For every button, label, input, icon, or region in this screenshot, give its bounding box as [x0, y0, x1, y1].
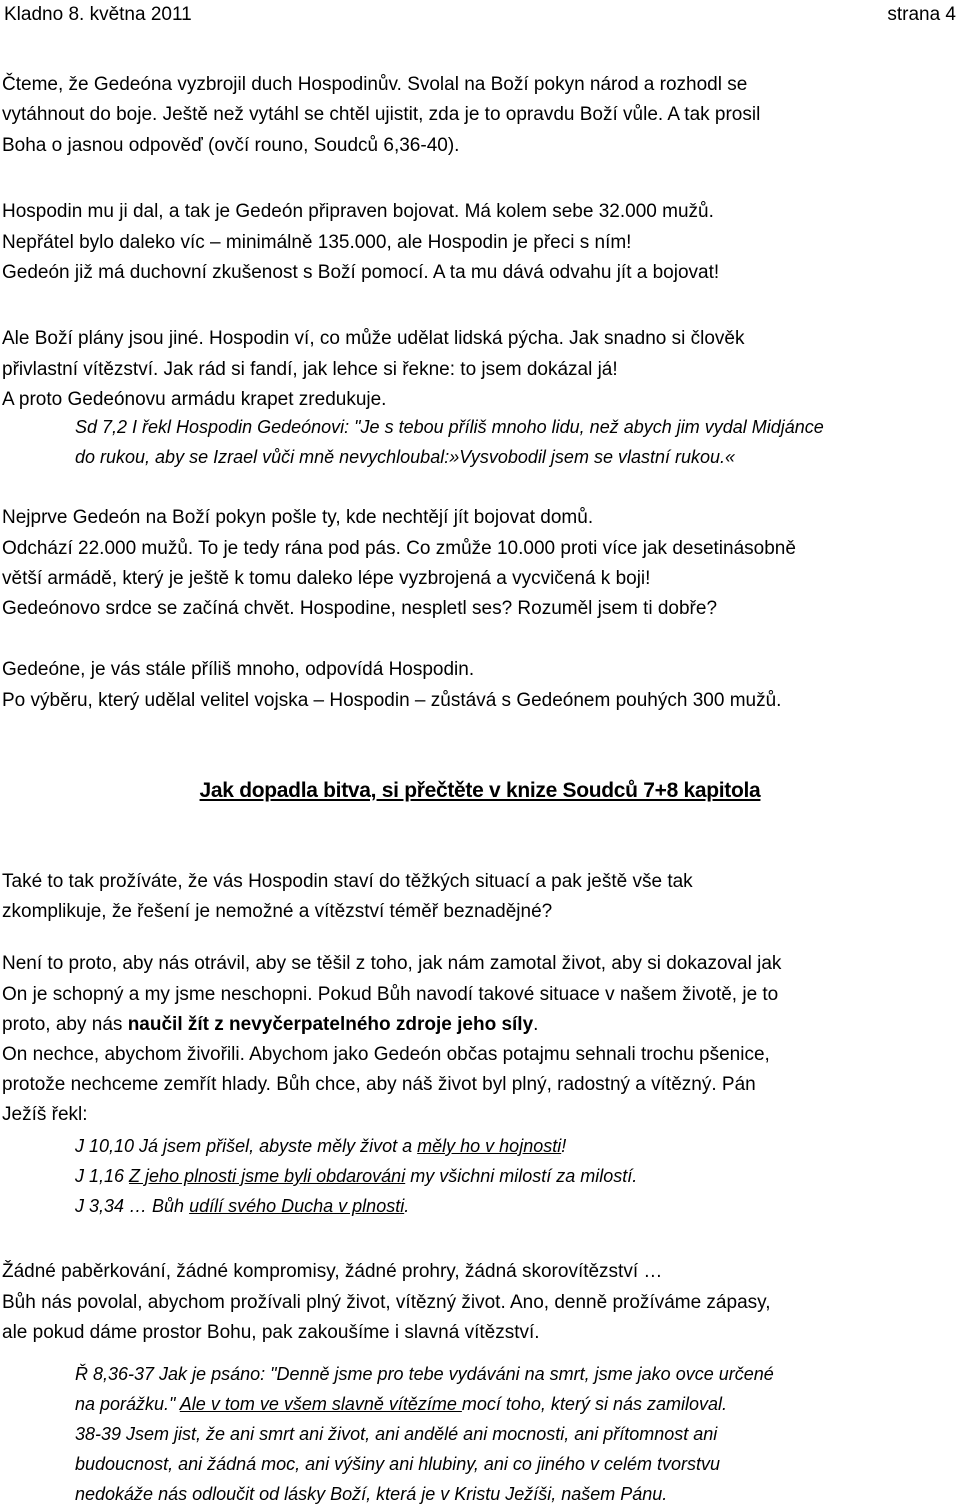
paragraph-1-line-2: vytáhnout do boje. Ještě než vytáhl se chtěl ujistit, zda je to opravdu Boží vůle. A tak prosil: [2, 104, 761, 125]
paragraph-4-line-1: Nejprve Gedeón na Boží pokyn pošle ty, kde nechtějí jít bojovat domů.: [2, 507, 594, 528]
verse-1-underlined: měly ho v hojnosti: [417, 1136, 562, 1156]
header-page-number: strana 4: [887, 4, 956, 25]
verse-2-underlined: Z jeho plnosti jsme byli obdarováni: [129, 1166, 406, 1186]
paragraph-1-line-3: Boha o jasnou odpověď (ovčí rouno, Soudců 6,36-40).: [2, 135, 460, 156]
paragraph-4-line-2: Odchází 22.000 mužů. To je tedy rána pod pás. Co zmůže 10.000 proti více jak desetinásobně: [2, 538, 796, 559]
paragraph-5-line-1: Gedeóne, je vás stále příliš mnoho, odpovídá Hospodin.: [2, 659, 475, 680]
paragraph-2-line-3: Gedeón již má duchovní zkušenost s Boží pomocí. A ta mu dává odvahu jít a bojovat!: [2, 262, 720, 283]
paragraph-7-line-1: Není to proto, aby nás otrávil, aby se těšil z toho, jak nám zamotal život, aby si dokazoval jak: [2, 953, 782, 974]
paragraph-7-line-2: On je schopný a my jsme neschopni. Pokud Bůh navodí takové situace v našem životě, je to: [2, 984, 779, 1005]
verse-j-3-34: [75, 1193, 409, 1219]
citation-sd-line-2: do rukou, aby se Izrael vůči mně nevychloubal:»Vysvobodil jsem se vlastní rukou.«: [75, 447, 736, 467]
paragraph-7-line-6: Ježíš řekl:: [2, 1104, 88, 1125]
paragraph-7-line-3-end: .: [533, 1014, 539, 1035]
verse-2-text: J 1,16: [75, 1166, 130, 1186]
paragraph-7-line-5: protože nechceme zemřít hlady. Bůh chce, aby náš život byl plný, radostný a vítězný. Pán: [2, 1074, 756, 1095]
paragraph-6-line-2: zkomplikuje, že řešení je nemožné a vítězství téměř beznadějné?: [2, 901, 553, 922]
verse-1-text: J 10,10 Já jsem přišel, abyste měly život a: [75, 1136, 418, 1156]
citation-sd-line-1: Sd 7,2 I řekl Hospodin Gedeónovi: "Je s tebou příliš mnoho lidu, než abych jim vydal Midjánce: [75, 417, 824, 437]
verse-3-underlined: udílí svého Ducha v plnosti: [189, 1196, 405, 1216]
paragraph-4-line-3: větší armádě, který je ještě k tomu daleko lépe vyzbrojená a vycvičená k boji!: [2, 568, 651, 589]
paragraph-3-line-2: přivlastní vítězství. Jak rád si fandí, jak lehce si řekne: to jsem dokázal já!: [2, 359, 618, 380]
paragraph-2-line-2: Nepřátel bylo daleko víc – minimálně 135.000, ale Hospodin je přeci s ním!: [2, 232, 632, 253]
section-heading: Jak dopadla bitva, si přečtěte v knize Soudců 7+8 kapitola: [199, 779, 761, 802]
verse-j-1-16: [75, 1163, 637, 1189]
paragraph-7-line-3-start: proto, aby nás: [2, 1014, 128, 1035]
paragraph-3-line-1: Ale Boží plány jsou jiné. Hospodin ví, co může udělat lidská pýcha. Jak snadno si člověk: [2, 328, 745, 349]
paragraph-7-line-4: On nechce, abychom živořili. Abychom jako Gedeón občas potajmu sehnali trochu pšenice,: [2, 1044, 770, 1065]
verse-j-10-10: [75, 1133, 566, 1159]
paragraph-8-line-3: ale pokud dáme prostor Bohu, pak zakoušíme i slavná vítězství.: [2, 1322, 540, 1343]
citation-r-line-1: Ř 8,36-37 Jak je psáno: "Denně jsme pro tebe vydáváni na smrt, jsme jako ovce určené: [75, 1364, 774, 1384]
paragraph-8-line-1: Žádné paběrkování, žádné kompromisy, žádné prohry, žádná skorovítězství …: [2, 1261, 663, 1282]
paragraph-4-line-4: Gedeónovo srdce se začíná chvět. Hospodine, nespletl ses? Rozuměl jsem ti dobře?: [2, 598, 718, 619]
verse-3-text: J 3,34 … Bůh: [75, 1196, 190, 1216]
paragraph-5-line-2: Po výběru, který udělal velitel vojska – Hospodin – zůstává s Gedeónem pouhých 300 mužů.: [2, 690, 782, 711]
paragraph-7-line-3: [2, 1012, 538, 1038]
paragraph-8-line-2: Bůh nás povolal, abychom prožívali plný život, vítězný život. Ano, denně prožíváme zápasy,: [2, 1292, 771, 1313]
paragraph-3-line-3: A proto Gedeónovu armádu krapet zredukuje.: [2, 389, 387, 410]
verse-2-end: my všichni milostí za milostí.: [405, 1166, 638, 1186]
citation-r-line-5: nedokáže nás odloučit od lásky Boží, která je v Kristu Ježíši, našem Pánu.: [75, 1484, 668, 1504]
paragraph-7-bold-phrase: naučil žít z nevyčerpatelného zdroje jeho síly: [127, 1014, 534, 1035]
citation-r-underlined: Ale v tom ve všem slavně vítězíme: [179, 1394, 462, 1414]
citation-r-line-4: budoucnost, ani žádná moc, ani výšiny ani hlubiny, ani co jiného v celém tvorstvu: [75, 1454, 721, 1474]
citation-r-line-2-end: mocí toho, který si nás zamiloval.: [461, 1394, 727, 1414]
citation-r-line-2-start: na porážku.": [75, 1394, 180, 1414]
citation-r-line-3: 38-39 Jsem jist, že ani smrt ani život, ani andělé ani mocnosti, ani přítomnost ani: [75, 1424, 718, 1444]
verse-1-end: !: [561, 1136, 567, 1156]
citation-r-line-2: [75, 1391, 727, 1417]
paragraph-2-line-1: Hospodin mu ji dal, a tak je Gedeón připraven bojovat. Má kolem sebe 32.000 mužů.: [2, 201, 714, 222]
verse-3-end: .: [404, 1196, 410, 1216]
page-header: [4, 2, 956, 28]
paragraph-6-line-1: Také to tak prožíváte, že vás Hospodin staví do těžkých situací a pak ještě vše tak: [2, 871, 693, 892]
paragraph-1-line-1: Čteme, že Gedeóna vyzbrojil duch Hospodinův. Svolal na Boží pokyn národ a rozhodl se: [2, 74, 748, 95]
header-date: Kladno 8. května 2011: [4, 4, 192, 25]
